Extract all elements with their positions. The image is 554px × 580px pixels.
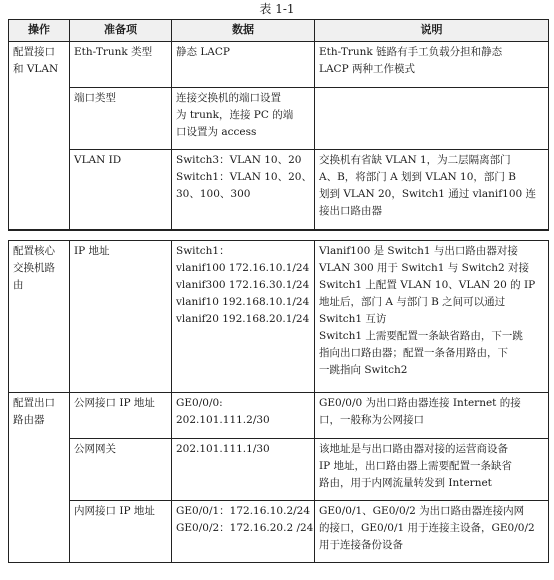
data-text: 202.101.111.2/30 bbox=[176, 414, 270, 426]
note-text: 交换机有省缺 VLAN 1，为二层隔离部门 bbox=[319, 154, 511, 166]
data-text: Switch1：VLAN 10、20、 bbox=[176, 171, 312, 183]
header-operation: 操作 bbox=[9, 20, 70, 42]
operation-text: 配置接口 bbox=[13, 46, 55, 58]
data-cell bbox=[172, 501, 315, 563]
config-table-part-1 bbox=[8, 19, 549, 231]
operation-cell bbox=[9, 241, 70, 393]
note-text: 一跳指向 Switch2 bbox=[319, 364, 408, 376]
data-text: Switch3：VLAN 10、20 bbox=[176, 154, 302, 166]
prep-cell bbox=[70, 439, 172, 501]
note-text: 该地址是与出口路由器对接的运营商设备 bbox=[319, 443, 508, 455]
prep-cell bbox=[70, 42, 172, 88]
data-text: 连接交换机的端口设置 bbox=[176, 92, 281, 104]
note-text: 的接口，GE0/0/1 用于连接主设备，GE0/0/2 bbox=[319, 522, 535, 534]
note-cell bbox=[315, 150, 549, 230]
note-text: IP 地址，出口路由器上需要配置一条缺省 bbox=[319, 460, 513, 472]
prep-text: 内网接口 IP 地址 bbox=[74, 505, 155, 517]
note-text: 指向出口路由器；配置一条备用路由，下 bbox=[319, 347, 508, 359]
note-text: 用于连接备份设备 bbox=[319, 539, 403, 551]
note-cell bbox=[315, 88, 549, 150]
note-text: Eth-Trunk 链路有手工负载分担和静态 bbox=[319, 46, 503, 58]
data-text: GE0/0/0: bbox=[176, 397, 223, 409]
prep-text: Eth-Trunk 类型 bbox=[74, 46, 153, 58]
table-row bbox=[9, 393, 549, 439]
note-text: 路由，用于内网流量转发到 Internet bbox=[319, 477, 492, 489]
header-data: 数据 bbox=[172, 20, 315, 42]
header-row bbox=[9, 20, 549, 42]
data-cell bbox=[172, 241, 315, 393]
data-cell bbox=[172, 393, 315, 439]
note-text: 划到 VLAN 20，Switch1 通过 vlanif100 连 bbox=[319, 188, 537, 200]
config-table-part-2 bbox=[8, 240, 549, 563]
note-text: 口，一般称为公网接口 bbox=[319, 414, 424, 426]
data-cell bbox=[172, 150, 315, 230]
note-text: LACP 两种工作模式 bbox=[319, 63, 415, 75]
note-text: Switch1 上需要配置一条缺省路由，下一跳 bbox=[319, 330, 523, 342]
prep-cell bbox=[70, 393, 172, 439]
prep-text: 端口类型 bbox=[74, 92, 116, 104]
note-cell bbox=[315, 501, 549, 563]
data-text: vlanif20 192.168.20.1/24 bbox=[176, 313, 310, 325]
note-text: GE0/0/0 为出口路由器连接 Internet 的接 bbox=[319, 397, 521, 409]
operation-text: 路由器 bbox=[13, 414, 45, 426]
table-caption: 表 1-1 bbox=[259, 2, 295, 16]
note-text: Vlanif100 是 Switch1 与出口路由器对接 bbox=[319, 245, 518, 257]
table-row bbox=[9, 439, 549, 501]
header-prep-item: 准备项 bbox=[70, 20, 172, 42]
data-text: vlanif100 172.16.10.1/24 bbox=[176, 262, 310, 274]
prep-text: 公网接口 IP 地址 bbox=[74, 397, 155, 409]
note-cell bbox=[315, 439, 549, 501]
data-text: 静态 LACP bbox=[176, 46, 230, 58]
data-cell bbox=[172, 439, 315, 501]
prep-text: 公网网关 bbox=[74, 443, 116, 455]
table-row bbox=[9, 42, 549, 88]
data-text: GE0/0/1：172.16.10.2/24 bbox=[176, 505, 311, 517]
data-text: Switch1： bbox=[176, 245, 230, 257]
operation-cell bbox=[9, 42, 70, 230]
prep-text: IP 地址 bbox=[74, 245, 110, 257]
note-text: 接出口路由器 bbox=[319, 205, 382, 217]
note-cell bbox=[315, 42, 549, 88]
data-cell bbox=[172, 42, 315, 88]
note-text: A、B，将部门 A 划到 VLAN 10，部门 B bbox=[319, 171, 516, 183]
data-text: vlanif10 192.168.10.1/24 bbox=[176, 296, 310, 308]
table-row bbox=[9, 150, 549, 230]
prep-cell bbox=[70, 241, 172, 393]
operation-text: 由 bbox=[13, 279, 24, 291]
table-row bbox=[9, 501, 549, 563]
prep-cell bbox=[70, 150, 172, 230]
data-cell bbox=[172, 88, 315, 150]
note-text: 地址后，部门 A 与部门 B 之间可以通过 bbox=[319, 296, 506, 308]
note-cell bbox=[315, 241, 549, 393]
header-description: 说明 bbox=[315, 20, 549, 42]
prep-cell bbox=[70, 501, 172, 563]
note-text: Switch1 上配置 VLAN 10、VLAN 20 的 IP bbox=[319, 279, 536, 291]
data-text: 30、100、300 bbox=[176, 188, 251, 200]
operation-cell bbox=[9, 393, 70, 563]
table-row bbox=[9, 88, 549, 150]
note-text: GE0/0/1、GE0/0/2 为出口路由器连接内网 bbox=[319, 505, 525, 517]
operation-text: 配置出口 bbox=[13, 397, 55, 409]
prep-text: VLAN ID bbox=[74, 154, 122, 166]
note-cell bbox=[315, 393, 549, 439]
data-text: 202.101.111.1/30 bbox=[176, 443, 270, 455]
data-text: 口设置为 access bbox=[176, 126, 257, 138]
data-text: 为 trunk，连接 PC 的端 bbox=[176, 109, 294, 121]
data-text: GE0/0/2：172.16.20.2 /24 bbox=[176, 522, 314, 534]
operation-text: 配置核心 bbox=[13, 245, 55, 257]
operation-text: 交换机路 bbox=[13, 262, 55, 274]
data-text: vlanif300 172.16.30.1/24 bbox=[176, 279, 310, 291]
prep-cell bbox=[70, 88, 172, 150]
note-text: Switch1 互访 bbox=[319, 313, 387, 325]
table-row bbox=[9, 241, 549, 393]
note-text: VLAN 300 用于 Switch1 与 Switch2 对接 bbox=[319, 262, 530, 274]
operation-text: 和 VLAN bbox=[13, 63, 59, 75]
